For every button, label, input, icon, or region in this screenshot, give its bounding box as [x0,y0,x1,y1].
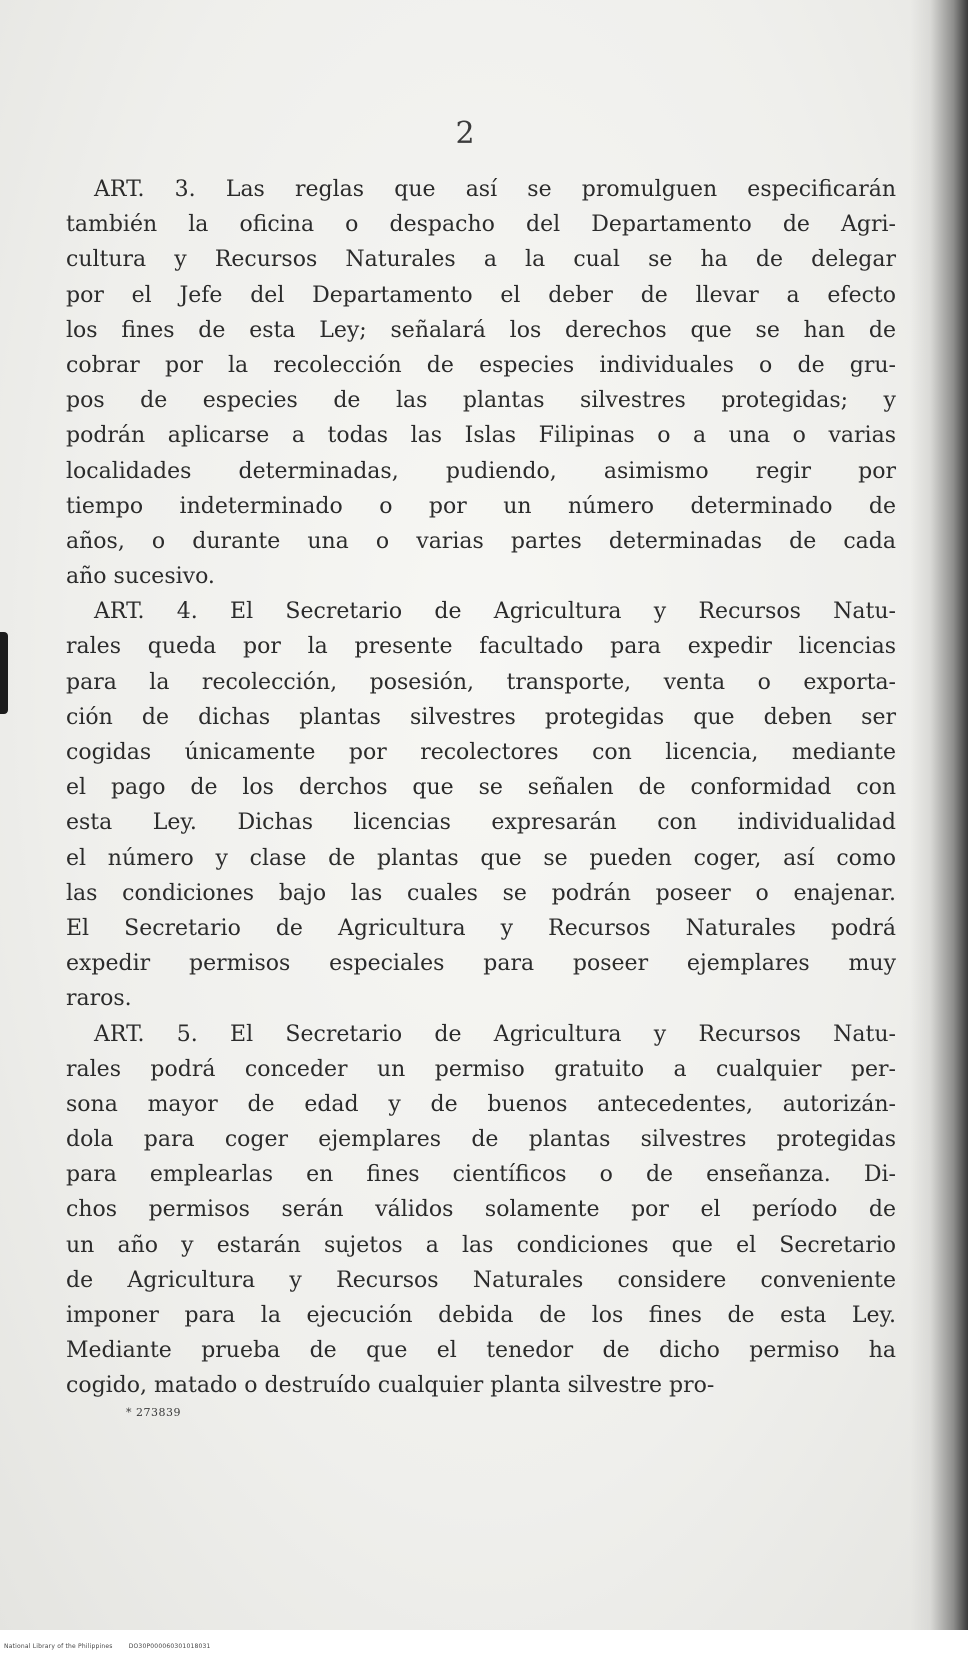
art-5-line: Mediante prueba de que el tenedor de dicho permiso ha [66,1338,896,1364]
art-3-line: los fines de esta Ley; señalará los derechos que se han de [66,317,896,343]
art-5-line: de Agricultura y Recursos Naturales considere conveniente [66,1267,896,1293]
art-3-line: podrán aplicarse a todas las Islas Filipinas o a una o varias [66,423,896,449]
binding-mark [0,632,8,714]
art-5-line: ART. 5. El Secretario de Agricultura y Recursos Natu- [94,1021,896,1047]
art-3-line: cobrar por la recolección de especies individuales o de gru- [66,352,896,378]
art-4-line: las condiciones bajo las cuales se podrán poseer o enajenar. [66,880,896,906]
art-4-line: ART. 4. El Secretario de Agricultura y Recursos Natu- [94,599,896,625]
footnote-mark: * 273839 [126,1406,181,1419]
art-4-line: el número y clase de plantas que se pueden coger, así como [66,845,896,871]
art-5-line: imponer para la ejecución debida de los fines de esta Ley. [66,1303,896,1328]
art-3-line: localidades determinadas, pudiendo, asimismo regir por [66,458,896,484]
scan-stamp-code: DO30P000060301018031 [128,1643,211,1650]
art-5-line: sona mayor de edad y de buenos antecedentes, autorizán- [66,1091,896,1117]
art-3-line: tiempo indeterminado o por un número determinado de [66,493,896,519]
art-5-line: rales podrá conceder un permiso gratuito a cualquier per- [66,1056,896,1082]
art-3-line: años, o durante una o varias partes determinadas de cada [66,528,896,554]
body-text [66,172,896,1404]
art-3-line: por el Jefe del Departamento el deber de llevar a efecto [66,282,896,308]
art-3-line: año sucesivo. [66,564,215,590]
scan-stamp [4,1643,211,1650]
art-4-line: expedir permisos especiales para poseer ejemplares muy [66,951,896,977]
art-5-line: un año y estarán sujetos a las condiciones que el Secretario [66,1232,896,1258]
art-4-line: ción de dichas plantas silvestres protegidas que deben ser [66,704,896,730]
art-4-line: El Secretario de Agricultura y Recursos Naturales podrá [66,915,896,941]
art-5-line: para emplearlas en fines científicos o de enseñanza. Di- [66,1162,896,1188]
page-number: 2 [455,116,475,151]
art-4-line: cogidas únicamente por recolectores con licencia, mediante [66,740,896,765]
scan-stamp-source: National Library of the Philippines [4,1643,113,1650]
art-5-line: cogido, matado o destruído cualquier planta silvestre pro- [66,1373,715,1399]
art-4-line: rales queda por la presente facultado para expedir licencias [66,634,896,660]
art-4-line: raros. [66,986,132,1012]
art-3-line: cultura y Recursos Naturales a la cual se ha de delegar [66,247,896,273]
art-3-line: también la oficina o despacho del Departamento de Agri- [66,212,896,238]
art-5-line: chos permisos serán válidos solamente por el período de [66,1197,896,1223]
art-3-line: ART. 3. Las reglas que así se promulguen especificarán [94,177,896,202]
art-4-line: esta Ley. Dichas licencias expresarán con individualidad [66,810,896,836]
page-edge-shadow [910,0,968,1656]
art-4-line: el pago de los derchos que se señalen de conformidad con [66,775,896,801]
art-4-line: para la recolección, posesión, transporte, venta o exporta- [66,669,896,695]
art-5-line: dola para coger ejemplares de plantas silvestres protegidas [66,1127,896,1153]
art-3-line: pos de especies de las plantas silvestres protegidas; y [66,388,896,414]
